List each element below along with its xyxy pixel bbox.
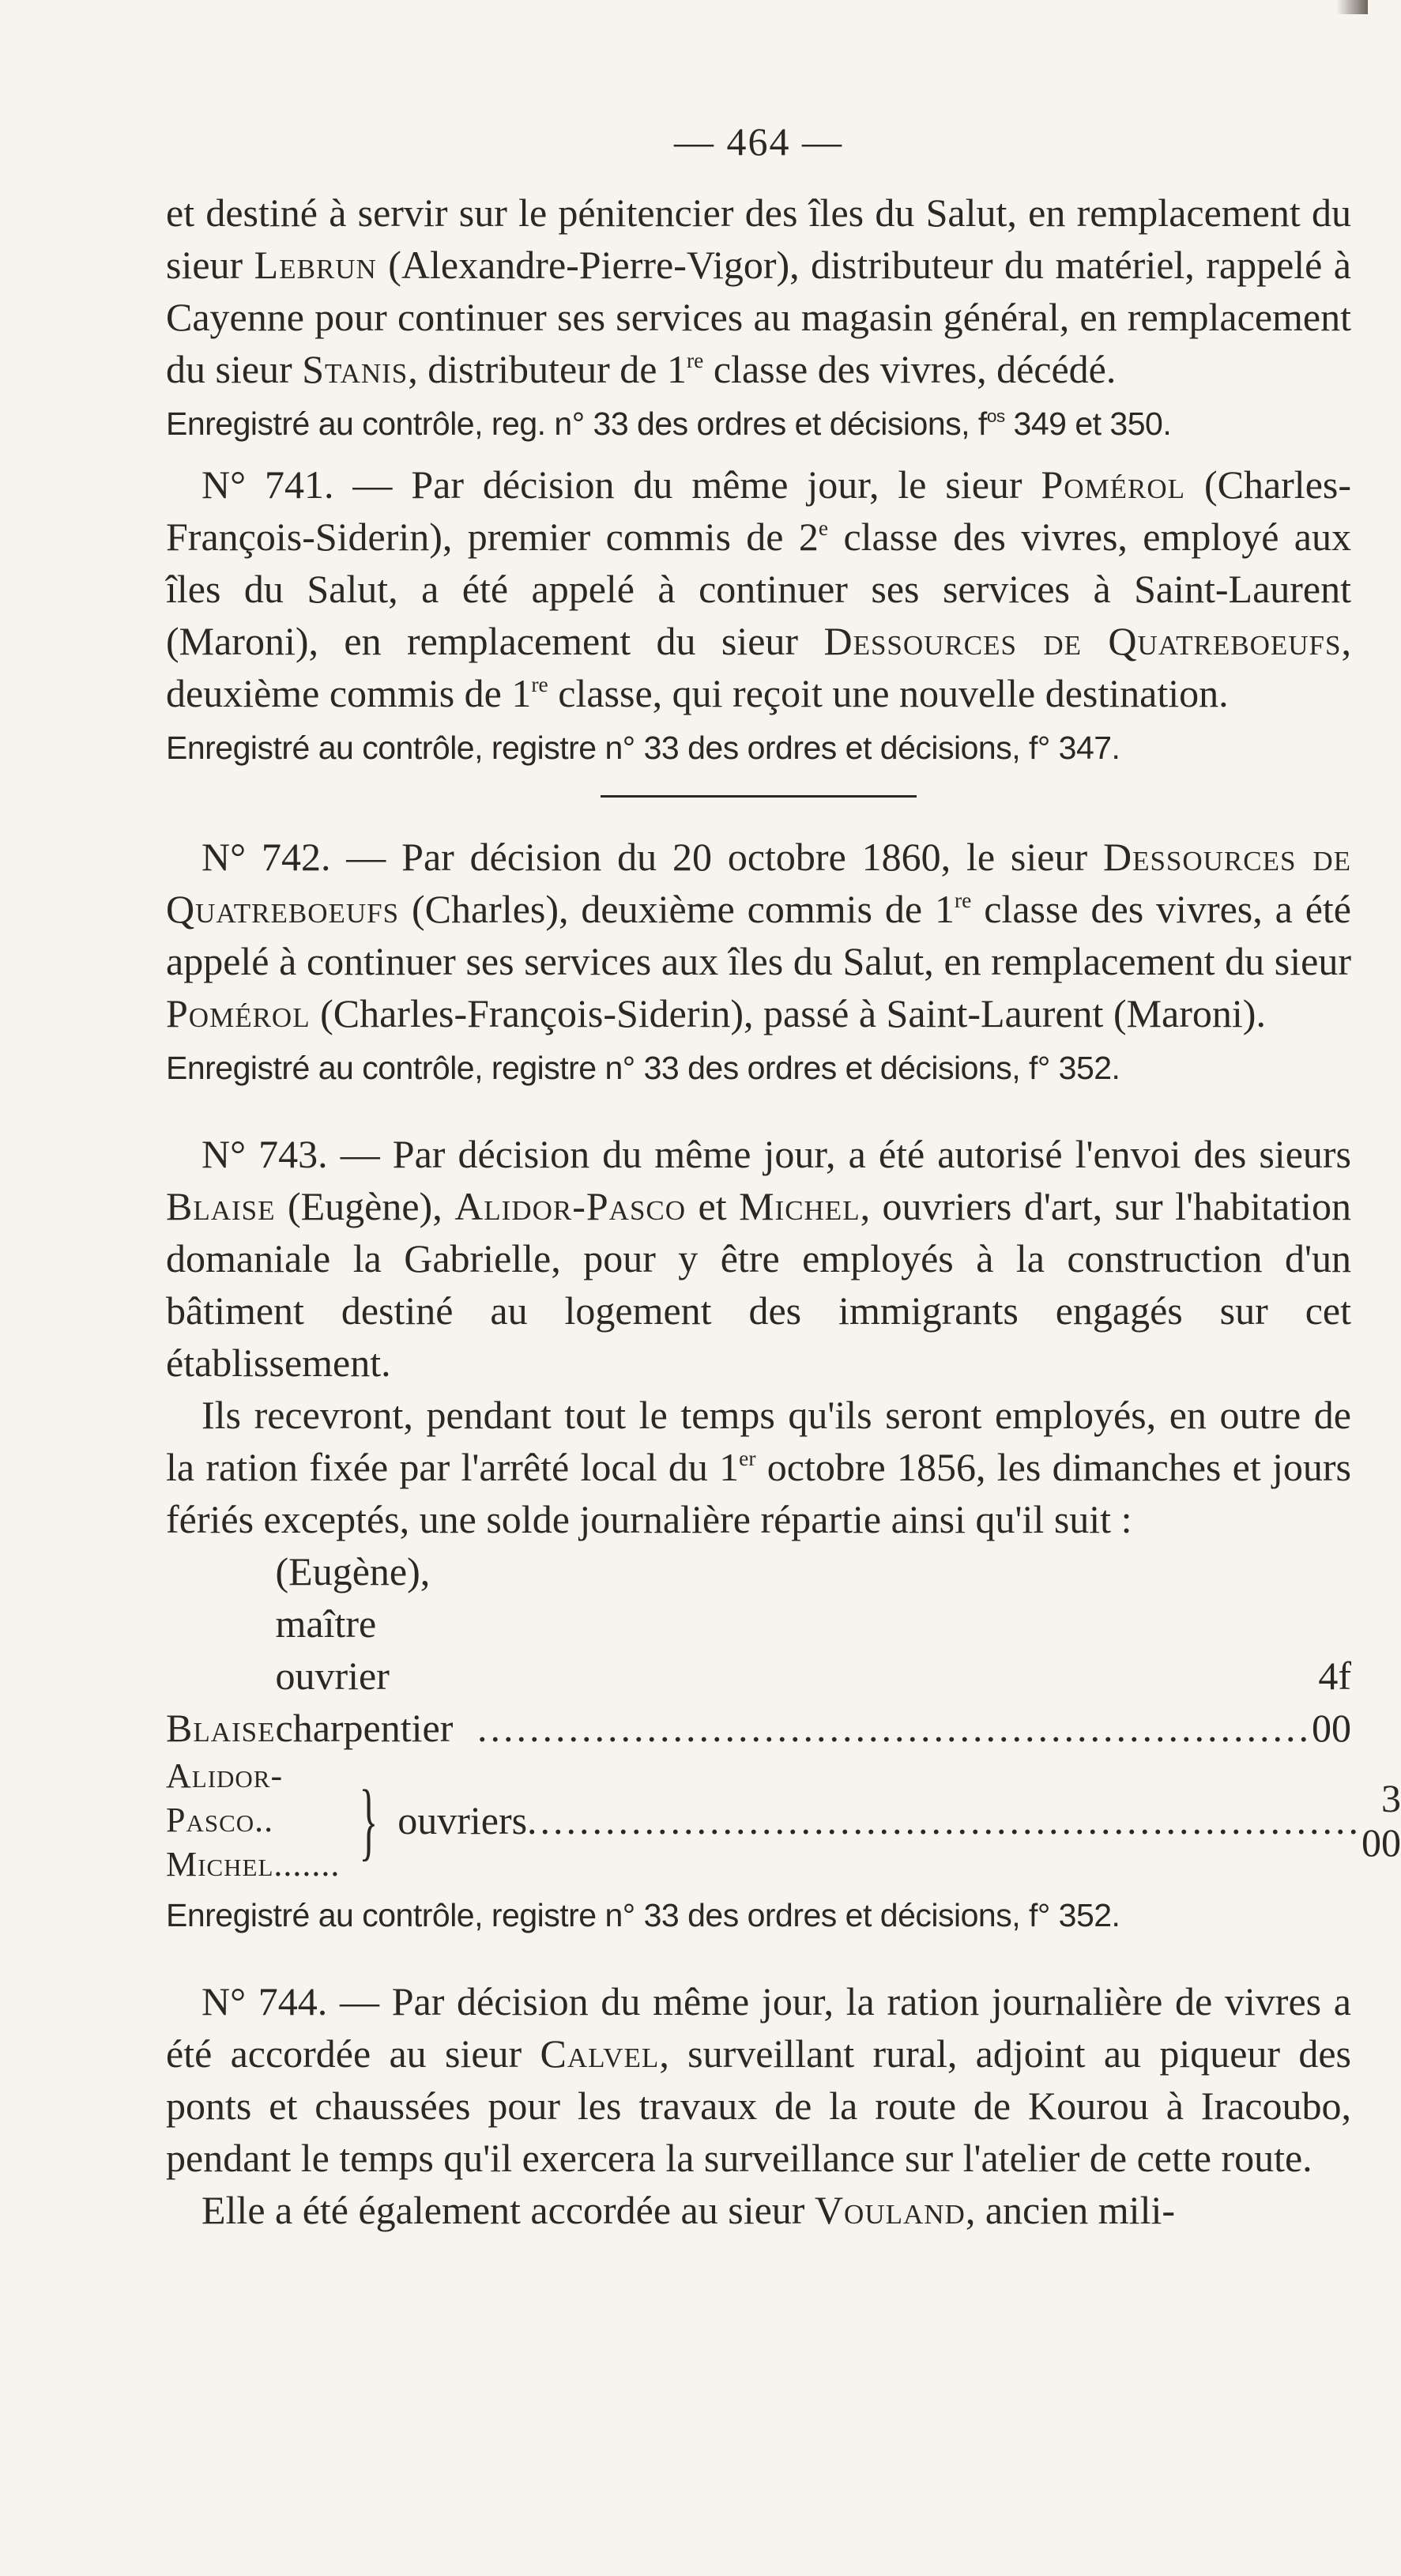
person-name: Pomérol <box>166 991 311 1035</box>
text-run: (Charles), deuxième commis de 1 <box>399 887 955 931</box>
text-run: classe des vivres, décédé. <box>703 347 1117 391</box>
text-run: (Alexandre-Pierre-Vigor), distributeur du matériel, rappelé à Cayenne pour continuer ses services au magasin général, en remplacement du sieur <box>166 243 1352 391</box>
spacer <box>166 1103 1351 1128</box>
text-run: N° 741. — Par décision du même jour, le sieur <box>201 462 1041 507</box>
page-content <box>166 187 1401 2236</box>
text-run: , deuxième commis de 1 <box>166 619 1351 715</box>
leader-dots: ................................................................ <box>527 1798 1362 1842</box>
pay-description: (Eugène), maître ouvrier charpentier <box>275 1549 454 1750</box>
person-name: Blaise <box>166 1184 276 1228</box>
text-run: classe des vivres, a été appelé à continuer ses services aux îles du Salut, en remplacement du sieur <box>166 887 1351 983</box>
person-name: Lebrun <box>254 243 377 287</box>
paragraph <box>166 187 1351 395</box>
pay-amount: 3 00 <box>1361 1776 1401 1865</box>
registration-note <box>166 1891 1351 1939</box>
superscript: os <box>986 406 1005 427</box>
text-run: et <box>686 1184 740 1228</box>
leader-dots: ................................................................ <box>477 1706 1312 1750</box>
text-run: octobre 1856, les dimanches et jours fériés exceptés, une solde journalière répartie ainsi qu'il suit : <box>166 1445 1351 1541</box>
person-name: Pomérol <box>1041 462 1186 507</box>
worker-names <box>166 1754 340 1887</box>
person-name: Stanis <box>302 347 409 391</box>
superscript: re <box>686 347 704 372</box>
paragraph <box>166 458 1351 719</box>
text-run: (Eugène), <box>275 1184 455 1228</box>
text-run: , ancien mili- <box>965 2188 1175 2232</box>
person-name: Blaise <box>166 1706 276 1750</box>
text-run: Enregistré au contrôle, registre n° 33 des ordres et décisions, f° 347. <box>166 730 1120 766</box>
registration-note <box>166 400 1351 447</box>
person-name: Dessources de Quatreboeufs <box>823 619 1342 663</box>
paragraph <box>166 2184 1351 2236</box>
text-run: Enregistré au contrôle, registre n° 33 des ordres et décisions, f° 352. <box>166 1897 1120 1933</box>
person-name: Michel <box>739 1184 861 1228</box>
superscript: e <box>818 515 829 540</box>
text-run: Enregistré au contrôle, reg. n° 33 des ordres et décisions, f <box>166 405 987 442</box>
text-run: Ils recevront, pendant tout le temps qu'ils seront employés, en outre de la ration fixée par l'arrêté local du 1 <box>166 1393 1351 1489</box>
person-name: Vouland <box>814 2188 966 2232</box>
person-name: Alidor-Pasco.. <box>166 1756 284 1839</box>
text-run: Elle a été également accordée au sieur <box>201 2188 815 2232</box>
text-run: , ouvriers d'art, sur l'habitation domaniale la Gabrielle, pour y être employés à la construction d'un bâtiment destiné au logement des immigrants engagés sur cet établissement. <box>166 1184 1351 1385</box>
text-run: et destiné à servir sur le pénitencier des îles du Salut, en remplacement du sieur <box>166 190 1351 287</box>
text-run: classe, qui reçoit une nouvelle destination. <box>548 671 1229 715</box>
person-name: Alidor-Pasco <box>454 1184 687 1228</box>
pay-amount: 4f 00 <box>1312 1654 1351 1750</box>
text-run: classe des vivres, employé aux îles du Salut, a été appelé à continuer ses services à Saint-Laurent (Maroni), en remplacement du sieur <box>166 515 1351 663</box>
text-run: Enregistré au contrôle, registre n° 33 des ordres et décisions, f° 352. <box>166 1050 1120 1086</box>
superscript: re <box>954 887 972 912</box>
text-run: , surveillant rural, adjoint au piqueur des ponts et chaussées pour les travaux de la route de Kourou à Iracoubo, pendant le temps qu'il exercera la surveillance sur l'atelier de cette route. <box>166 2031 1352 2180</box>
paragraph <box>166 1128 1351 1389</box>
person-name: Michel....... <box>166 1845 341 1884</box>
paragraph <box>166 831 1351 1039</box>
superscript: er <box>739 1445 756 1470</box>
registration-note <box>166 724 1351 771</box>
superscript: re <box>531 671 548 696</box>
text-run: , distributeur de 1 <box>408 347 687 391</box>
pay-description: ouvriers <box>397 1798 528 1842</box>
page-number: — 464 — <box>674 119 843 164</box>
person-name: Calvel <box>540 2031 660 2076</box>
text-run: N° 744. — Par décision du même jour, la ration journalière de vivres a été accordée au sieur <box>166 1979 1351 2076</box>
text-run: (Charles-François-Siderin), passé à Saint-Laurent (Maroni). <box>310 991 1266 1035</box>
page-corner-shadow <box>1336 0 1368 14</box>
text-run: N° 742. — Par décision du 20 octobre 1860, le sieur <box>201 835 1103 879</box>
page <box>166 119 1401 2236</box>
separator-rule <box>601 795 917 798</box>
registration-note <box>166 1044 1351 1092</box>
text-run: N° 743. — Par décision du même jour, a été autorisé l'envoi des sieurs <box>201 1132 1351 1176</box>
paragraph <box>166 1975 1351 2184</box>
paragraph <box>166 1389 1351 1545</box>
pay-line-blaise <box>166 1545 1351 1754</box>
text-run: (Charles-François-Siderin), premier commis de 2 <box>166 462 1351 559</box>
person-name: Dessources de Quatreboeufs <box>166 835 1351 931</box>
spacer <box>166 1950 1351 1975</box>
pay-line-ouvriers <box>166 1754 1401 1887</box>
text-run: 349 et 350. <box>1004 405 1172 442</box>
brace-glyph: } <box>359 1772 378 1869</box>
